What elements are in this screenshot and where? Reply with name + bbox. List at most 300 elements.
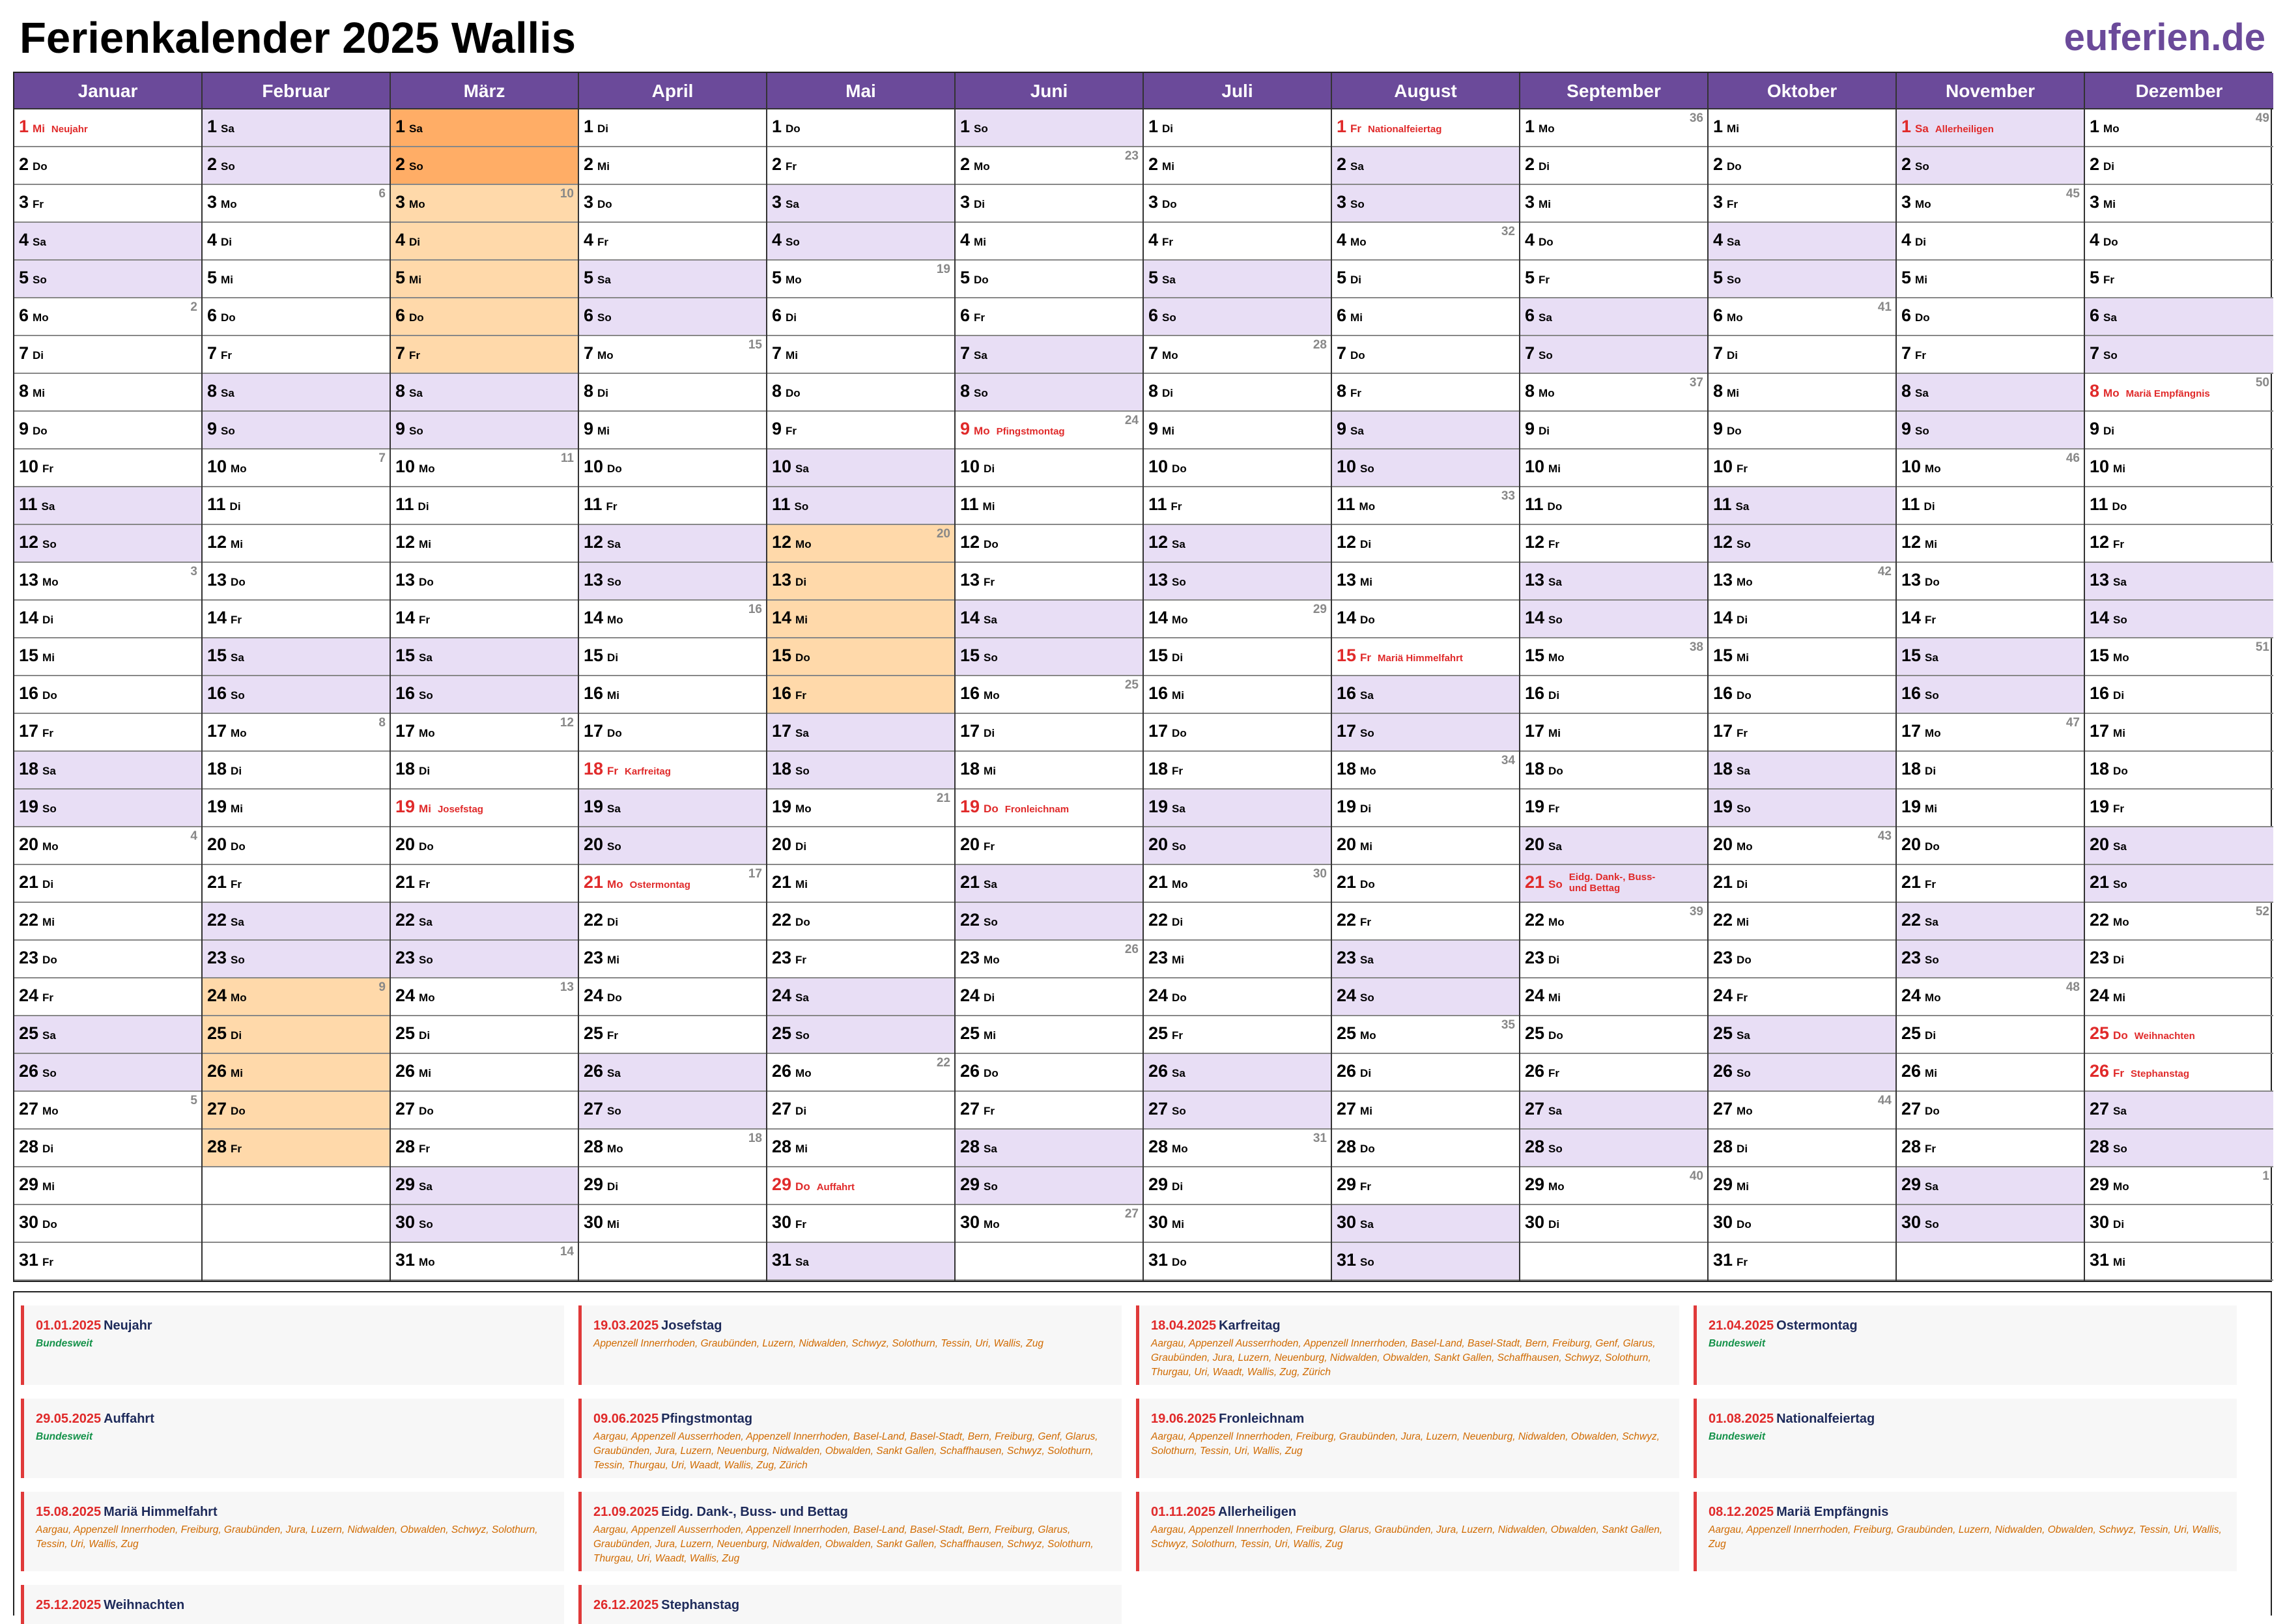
day-number: 2 bbox=[2090, 154, 2100, 174]
day-number: 25 bbox=[584, 1023, 604, 1043]
weekday-label: Mo bbox=[1925, 727, 1941, 739]
day-cell bbox=[1144, 865, 1331, 903]
weekday-label: So bbox=[2113, 878, 2127, 890]
day-number: 27 bbox=[207, 1099, 227, 1118]
day-cell bbox=[14, 1243, 201, 1281]
day-number: 16 bbox=[1525, 683, 1545, 703]
week-number: 32 bbox=[1501, 225, 1515, 238]
day-number: 9 bbox=[19, 419, 29, 438]
month-column bbox=[579, 73, 767, 1281]
weekday-label: Mo bbox=[1360, 765, 1376, 777]
day-number: 10 bbox=[207, 457, 227, 476]
holiday-label: Karfreitag bbox=[625, 766, 671, 777]
day-cell bbox=[1897, 109, 2084, 147]
weekday-label: Sa bbox=[1915, 122, 1929, 135]
day-cell bbox=[767, 336, 954, 374]
weekday-label: So bbox=[1360, 727, 1374, 739]
weekday-label: Mi bbox=[984, 1029, 996, 1042]
day-number: 4 bbox=[1148, 230, 1159, 249]
week-number: 3 bbox=[190, 565, 197, 578]
weekday-label: Sa bbox=[2113, 576, 2127, 588]
day-cell bbox=[391, 1092, 578, 1130]
weekday-label: Do bbox=[2113, 765, 2128, 777]
day-cell bbox=[203, 941, 390, 978]
day-number: 24 bbox=[772, 986, 792, 1005]
day-cell bbox=[579, 827, 766, 865]
day-number: 7 bbox=[772, 343, 782, 363]
legend-holiday-name: Eidg. Dank-, Buss- und Bettag bbox=[661, 1505, 848, 1519]
weekday-label: Mo bbox=[1172, 614, 1188, 626]
week-number: 41 bbox=[1877, 300, 1892, 314]
day-number: 7 bbox=[2090, 343, 2100, 363]
weekday-label: Sa bbox=[1172, 803, 1185, 815]
weekday-label: Mo bbox=[1539, 387, 1555, 399]
week-number: 47 bbox=[2065, 716, 2080, 730]
day-cell bbox=[1897, 601, 2084, 638]
day-cell bbox=[767, 147, 954, 185]
weekday-label: Mo bbox=[1548, 916, 1565, 928]
holiday-label: Ostermontag bbox=[629, 879, 690, 890]
day-number: 6 bbox=[395, 306, 406, 325]
day-cell bbox=[767, 1054, 954, 1092]
legend-heading bbox=[36, 1503, 564, 1520]
legend-item bbox=[1694, 1399, 2237, 1478]
weekday-label: Fr bbox=[42, 463, 54, 475]
day-number: 14 bbox=[584, 608, 604, 627]
day-cell bbox=[391, 525, 578, 563]
day-cell bbox=[956, 1130, 1142, 1167]
day-cell bbox=[767, 1016, 954, 1054]
weekday-label: Do bbox=[1727, 425, 1742, 437]
day-number: 5 bbox=[1901, 268, 1912, 287]
day-number: 17 bbox=[1713, 721, 1733, 741]
legend-holiday-name: Mariä Himmelfahrt bbox=[104, 1505, 218, 1519]
day-cell bbox=[203, 109, 390, 147]
week-number: 36 bbox=[1689, 111, 1703, 125]
weekday-label: So bbox=[984, 1180, 998, 1193]
day-cell bbox=[1520, 752, 1707, 790]
day-number: 4 bbox=[584, 230, 594, 249]
day-cell bbox=[391, 638, 578, 676]
day-cell bbox=[1144, 487, 1331, 525]
holiday-label: Stephanstag bbox=[2131, 1068, 2190, 1079]
day-number: 9 bbox=[772, 419, 782, 438]
weekday-label: So bbox=[1915, 160, 1929, 173]
day-cell bbox=[1709, 1054, 1895, 1092]
week-number: 13 bbox=[560, 980, 574, 994]
weekday-label: Di bbox=[984, 727, 995, 739]
day-number: 16 bbox=[1148, 683, 1169, 703]
weekday-label: Mi bbox=[1925, 1067, 1937, 1079]
weekday-label: Di bbox=[231, 765, 242, 777]
day-number: 25 bbox=[19, 1023, 39, 1043]
day-number: 20 bbox=[1148, 834, 1169, 854]
day-number: 23 bbox=[207, 948, 227, 967]
day-cell bbox=[1520, 790, 1707, 827]
day-cell bbox=[203, 638, 390, 676]
weekday-label: Fr bbox=[1548, 803, 1560, 815]
weekday-label: Fr bbox=[1737, 991, 1748, 1004]
day-cell bbox=[203, 676, 390, 714]
weekday-label: So bbox=[419, 1218, 433, 1231]
day-number: 7 bbox=[207, 343, 218, 363]
day-number: 8 bbox=[1901, 381, 1912, 401]
day-cell bbox=[391, 790, 578, 827]
day-cell bbox=[1520, 714, 1707, 752]
weekday-label: Di bbox=[1737, 878, 1748, 890]
day-number: 9 bbox=[2090, 419, 2100, 438]
day-cell bbox=[1520, 1167, 1707, 1205]
day-number: 15 bbox=[960, 646, 980, 665]
weekday-label: Fr bbox=[419, 878, 431, 890]
weekday-label: Fr bbox=[1360, 916, 1372, 928]
day-cell bbox=[1897, 714, 2084, 752]
day-number: 27 bbox=[19, 1099, 39, 1118]
day-number: 23 bbox=[2090, 948, 2110, 967]
day-cell bbox=[203, 185, 390, 223]
weekday-label: Sa bbox=[231, 916, 244, 928]
day-cell bbox=[767, 827, 954, 865]
weekday-label: Sa bbox=[1737, 1029, 1750, 1042]
day-number: 29 bbox=[1148, 1175, 1169, 1194]
weekday-label: Fr bbox=[1737, 463, 1748, 475]
day-number: 6 bbox=[207, 306, 218, 325]
day-number: 11 bbox=[395, 494, 414, 514]
weekday-label: Mi bbox=[786, 349, 798, 362]
day-number: 21 bbox=[772, 872, 792, 892]
day-number: 7 bbox=[1901, 343, 1912, 363]
day-cell bbox=[1897, 941, 2084, 978]
holiday-label: Neujahr bbox=[51, 124, 88, 135]
day-number: 20 bbox=[1337, 834, 1357, 854]
month-header: September bbox=[1520, 73, 1707, 109]
day-cell bbox=[14, 185, 201, 223]
day-number: 31 bbox=[1148, 1250, 1169, 1270]
day-cell bbox=[391, 601, 578, 638]
day-cell bbox=[203, 978, 390, 1016]
day-cell bbox=[2085, 676, 2273, 714]
day-cell bbox=[391, 147, 578, 185]
day-number: 8 bbox=[1713, 381, 1724, 401]
day-cell bbox=[767, 449, 954, 487]
day-number: 20 bbox=[395, 834, 416, 854]
day-number: 23 bbox=[395, 948, 416, 967]
day-number: 2 bbox=[1337, 154, 1347, 174]
month-column bbox=[203, 73, 391, 1281]
legend-regions: Aargau, Appenzell Ausserrhoden, Appenzell Innerrhoden, Basel-Land, Basel-Stadt, Bern, Freiburg, Glarus, Graubünden, Jura, Luzern, Neuenburg, Nidwalden, Obwalden, Sankt Gallen, Schaffhausen, Schwyz, Solothurn, Thurgau, Uri, Waadt, Wallis, Zug bbox=[593, 1524, 1094, 1564]
legend-item bbox=[1136, 1399, 1679, 1478]
day-number: 3 bbox=[1713, 192, 1724, 212]
day-number: 23 bbox=[1525, 948, 1545, 967]
weekday-label: Sa bbox=[1548, 1105, 1562, 1117]
day-cell bbox=[956, 790, 1142, 827]
weekday-label: Di bbox=[1737, 1143, 1748, 1155]
weekday-label: Mi bbox=[1172, 1218, 1184, 1231]
day-number: 7 bbox=[1337, 343, 1347, 363]
weekday-label: Mi bbox=[795, 1143, 808, 1155]
weekday-label: Di bbox=[1162, 387, 1174, 399]
weekday-label: Fr bbox=[1737, 1256, 1748, 1268]
day-number: 26 bbox=[2090, 1061, 2110, 1081]
day-number: 20 bbox=[19, 834, 39, 854]
month-column bbox=[2085, 73, 2273, 1281]
day-cell bbox=[956, 374, 1142, 412]
weekday-label: Mo bbox=[1350, 236, 1367, 248]
day-number: 20 bbox=[960, 834, 980, 854]
weekday-label: So bbox=[795, 765, 810, 777]
weekday-label: Fr bbox=[786, 425, 797, 437]
empty-day-cell bbox=[956, 1243, 1142, 1281]
weekday-label: Mo bbox=[1925, 463, 1941, 475]
day-number: 10 bbox=[2090, 457, 2110, 476]
day-cell bbox=[203, 1092, 390, 1130]
day-cell bbox=[1897, 790, 2084, 827]
day-number: 14 bbox=[1525, 608, 1545, 627]
weekday-label: Mo bbox=[984, 1218, 1000, 1231]
day-cell bbox=[579, 1167, 766, 1205]
day-number: 17 bbox=[1337, 721, 1357, 741]
day-number: 29 bbox=[1713, 1175, 1733, 1194]
weekday-label: Sa bbox=[607, 1067, 621, 1079]
day-number: 20 bbox=[1525, 834, 1545, 854]
day-cell bbox=[391, 336, 578, 374]
weekday-label: Di bbox=[2103, 160, 2115, 173]
day-number: 18 bbox=[207, 759, 227, 778]
holiday-label: Nationalfeiertag bbox=[1368, 124, 1442, 135]
weekday-label: Mo bbox=[231, 991, 247, 1004]
month-header: Dezember bbox=[2085, 73, 2273, 109]
day-number: 9 bbox=[1337, 419, 1347, 438]
weekday-label: Sa bbox=[1162, 274, 1176, 286]
day-cell bbox=[956, 941, 1142, 978]
weekday-label: Di bbox=[229, 500, 241, 513]
day-number: 15 bbox=[1713, 646, 1733, 665]
day-cell bbox=[1709, 1205, 1895, 1243]
day-cell bbox=[1709, 147, 1895, 185]
weekday-label: Fr bbox=[221, 349, 233, 362]
day-number: 29 bbox=[584, 1175, 604, 1194]
weekday-label: So bbox=[607, 840, 621, 853]
day-number: 5 bbox=[584, 268, 594, 287]
day-number: 4 bbox=[2090, 230, 2100, 249]
day-number: 5 bbox=[1337, 268, 1347, 287]
weekday-label: Mo bbox=[409, 198, 425, 210]
weekday-label: Fr bbox=[786, 160, 797, 173]
day-cell bbox=[1520, 261, 1707, 298]
day-cell bbox=[956, 298, 1142, 336]
weekday-label: Mi bbox=[597, 160, 610, 173]
weekday-label: Mo bbox=[42, 1105, 59, 1117]
day-cell bbox=[1897, 487, 2084, 525]
holiday-label: Mariä Empfängnis bbox=[2125, 388, 2210, 399]
day-number: 5 bbox=[960, 268, 971, 287]
day-number: 14 bbox=[1148, 608, 1169, 627]
day-number: 29 bbox=[2090, 1175, 2110, 1194]
weekday-label: Di bbox=[419, 1029, 431, 1042]
day-cell bbox=[579, 109, 766, 147]
weekday-label: So bbox=[1548, 878, 1563, 890]
weekday-label: So bbox=[1360, 1256, 1374, 1268]
weekday-label: Mi bbox=[419, 1067, 431, 1079]
day-number: 22 bbox=[772, 910, 792, 930]
weekday-label: Fr bbox=[409, 349, 421, 362]
week-number: 31 bbox=[1313, 1132, 1327, 1145]
day-number: 19 bbox=[772, 797, 792, 816]
day-cell bbox=[767, 412, 954, 449]
day-number: 18 bbox=[1337, 759, 1357, 778]
day-number: 18 bbox=[19, 759, 39, 778]
weekday-label: Do bbox=[1172, 991, 1187, 1004]
day-number: 25 bbox=[2090, 1023, 2110, 1043]
weekday-label: Sa bbox=[1925, 1180, 1938, 1193]
day-number: 10 bbox=[1148, 457, 1169, 476]
day-number: 8 bbox=[2090, 381, 2100, 401]
day-cell bbox=[2085, 827, 2273, 865]
day-number: 23 bbox=[19, 948, 39, 967]
day-cell bbox=[579, 903, 766, 941]
day-number: 16 bbox=[960, 683, 980, 703]
day-cell bbox=[391, 1167, 578, 1205]
day-cell bbox=[1144, 790, 1331, 827]
day-cell bbox=[956, 601, 1142, 638]
weekday-label: Mi bbox=[607, 1218, 619, 1231]
day-number: 26 bbox=[960, 1061, 980, 1081]
day-number: 16 bbox=[1713, 683, 1733, 703]
day-number: 3 bbox=[1525, 192, 1535, 212]
day-number: 1 bbox=[19, 117, 29, 136]
day-cell bbox=[1144, 223, 1331, 261]
weekday-label: Di bbox=[2113, 954, 2125, 966]
day-cell bbox=[14, 525, 201, 563]
day-cell bbox=[1709, 109, 1895, 147]
day-cell bbox=[579, 261, 766, 298]
week-number: 40 bbox=[1689, 1169, 1703, 1183]
month-header: Oktober bbox=[1709, 73, 1895, 109]
month-column bbox=[391, 73, 579, 1281]
day-number: 11 bbox=[1713, 494, 1732, 514]
day-cell bbox=[579, 449, 766, 487]
day-cell bbox=[767, 1092, 954, 1130]
day-number: 19 bbox=[19, 797, 39, 816]
week-number: 34 bbox=[1501, 754, 1515, 767]
weekday-label: Do bbox=[409, 311, 424, 324]
day-number: 25 bbox=[772, 1023, 792, 1043]
weekday-label: Mi bbox=[33, 122, 45, 135]
weekday-label: Di bbox=[607, 1180, 619, 1193]
day-cell bbox=[1332, 336, 1519, 374]
weekday-label: Sa bbox=[2113, 1105, 2127, 1117]
day-cell bbox=[1897, 223, 2084, 261]
day-cell bbox=[2085, 714, 2273, 752]
weekday-label: So bbox=[2103, 349, 2118, 362]
weekday-label: Fr bbox=[1162, 236, 1174, 248]
weekday-label: Di bbox=[984, 991, 995, 1004]
day-cell bbox=[391, 676, 578, 714]
week-number: 52 bbox=[2255, 905, 2269, 919]
day-cell bbox=[767, 261, 954, 298]
day-number: 31 bbox=[395, 1250, 416, 1270]
day-cell bbox=[1520, 487, 1707, 525]
day-number: 4 bbox=[1901, 230, 1912, 249]
legend-heading bbox=[36, 1317, 564, 1334]
day-number: 13 bbox=[584, 570, 604, 590]
weekday-label: Mo bbox=[1737, 840, 1753, 853]
day-cell bbox=[391, 1205, 578, 1243]
weekday-label: Mo bbox=[786, 274, 802, 286]
day-cell bbox=[14, 261, 201, 298]
weekday-label: So bbox=[1360, 991, 1374, 1004]
day-cell bbox=[203, 1054, 390, 1092]
day-cell bbox=[1709, 827, 1895, 865]
week-number: 35 bbox=[1501, 1018, 1515, 1032]
week-number: 20 bbox=[936, 527, 950, 541]
weekday-label: Do bbox=[419, 576, 434, 588]
legend-item bbox=[1136, 1492, 1679, 1571]
weekday-label: Sa bbox=[2113, 840, 2127, 853]
day-number: 24 bbox=[207, 986, 227, 1005]
weekday-label: Sa bbox=[1539, 311, 1552, 324]
day-cell bbox=[767, 1205, 954, 1243]
day-number: 5 bbox=[1148, 268, 1159, 287]
day-number: 22 bbox=[1901, 910, 1922, 930]
day-number: 18 bbox=[1901, 759, 1922, 778]
weekday-label: Do bbox=[33, 425, 48, 437]
day-cell bbox=[203, 261, 390, 298]
day-cell bbox=[767, 676, 954, 714]
weekday-label: Di bbox=[2103, 425, 2115, 437]
day-number: 17 bbox=[584, 721, 604, 741]
brand-logo-text[interactable]: euferien.de bbox=[2064, 16, 2265, 59]
week-number: 28 bbox=[1313, 338, 1327, 352]
day-number: 13 bbox=[395, 570, 416, 590]
weekday-label: Mi bbox=[1548, 991, 1561, 1004]
weekday-label: Do bbox=[1172, 1256, 1187, 1268]
weekday-label: Mi bbox=[1350, 311, 1363, 324]
day-cell bbox=[1144, 676, 1331, 714]
day-cell bbox=[14, 147, 201, 185]
day-cell bbox=[14, 978, 201, 1016]
day-cell bbox=[1520, 638, 1707, 676]
day-cell bbox=[579, 525, 766, 563]
month-header: Juni bbox=[956, 73, 1142, 109]
day-cell bbox=[1709, 412, 1895, 449]
day-number: 25 bbox=[207, 1023, 227, 1043]
day-number: 2 bbox=[207, 154, 218, 174]
day-number: 3 bbox=[772, 192, 782, 212]
weekday-label: Mi bbox=[2103, 198, 2116, 210]
day-number: 6 bbox=[1337, 306, 1347, 325]
day-cell bbox=[391, 714, 578, 752]
weekday-label: Di bbox=[984, 463, 995, 475]
legend-item bbox=[21, 1399, 564, 1478]
weekday-label: Mo bbox=[1737, 576, 1753, 588]
day-cell bbox=[1897, 676, 2084, 714]
day-number: 28 bbox=[395, 1137, 416, 1156]
weekday-label: Mi bbox=[607, 954, 619, 966]
day-cell bbox=[2085, 374, 2273, 412]
day-cell bbox=[1332, 1243, 1519, 1281]
day-cell bbox=[956, 449, 1142, 487]
weekday-label: So bbox=[1737, 538, 1751, 550]
legend-date: 19.03.2025 bbox=[593, 1318, 659, 1333]
day-number: 21 bbox=[1148, 872, 1169, 892]
weekday-label: Mo bbox=[1925, 991, 1941, 1004]
weekday-label: So bbox=[419, 689, 433, 702]
weekday-label: Sa bbox=[786, 198, 799, 210]
day-number: 23 bbox=[1148, 948, 1169, 967]
legend-date: 01.08.2025 bbox=[1709, 1412, 1774, 1426]
weekday-label: Mo bbox=[1915, 198, 1931, 210]
